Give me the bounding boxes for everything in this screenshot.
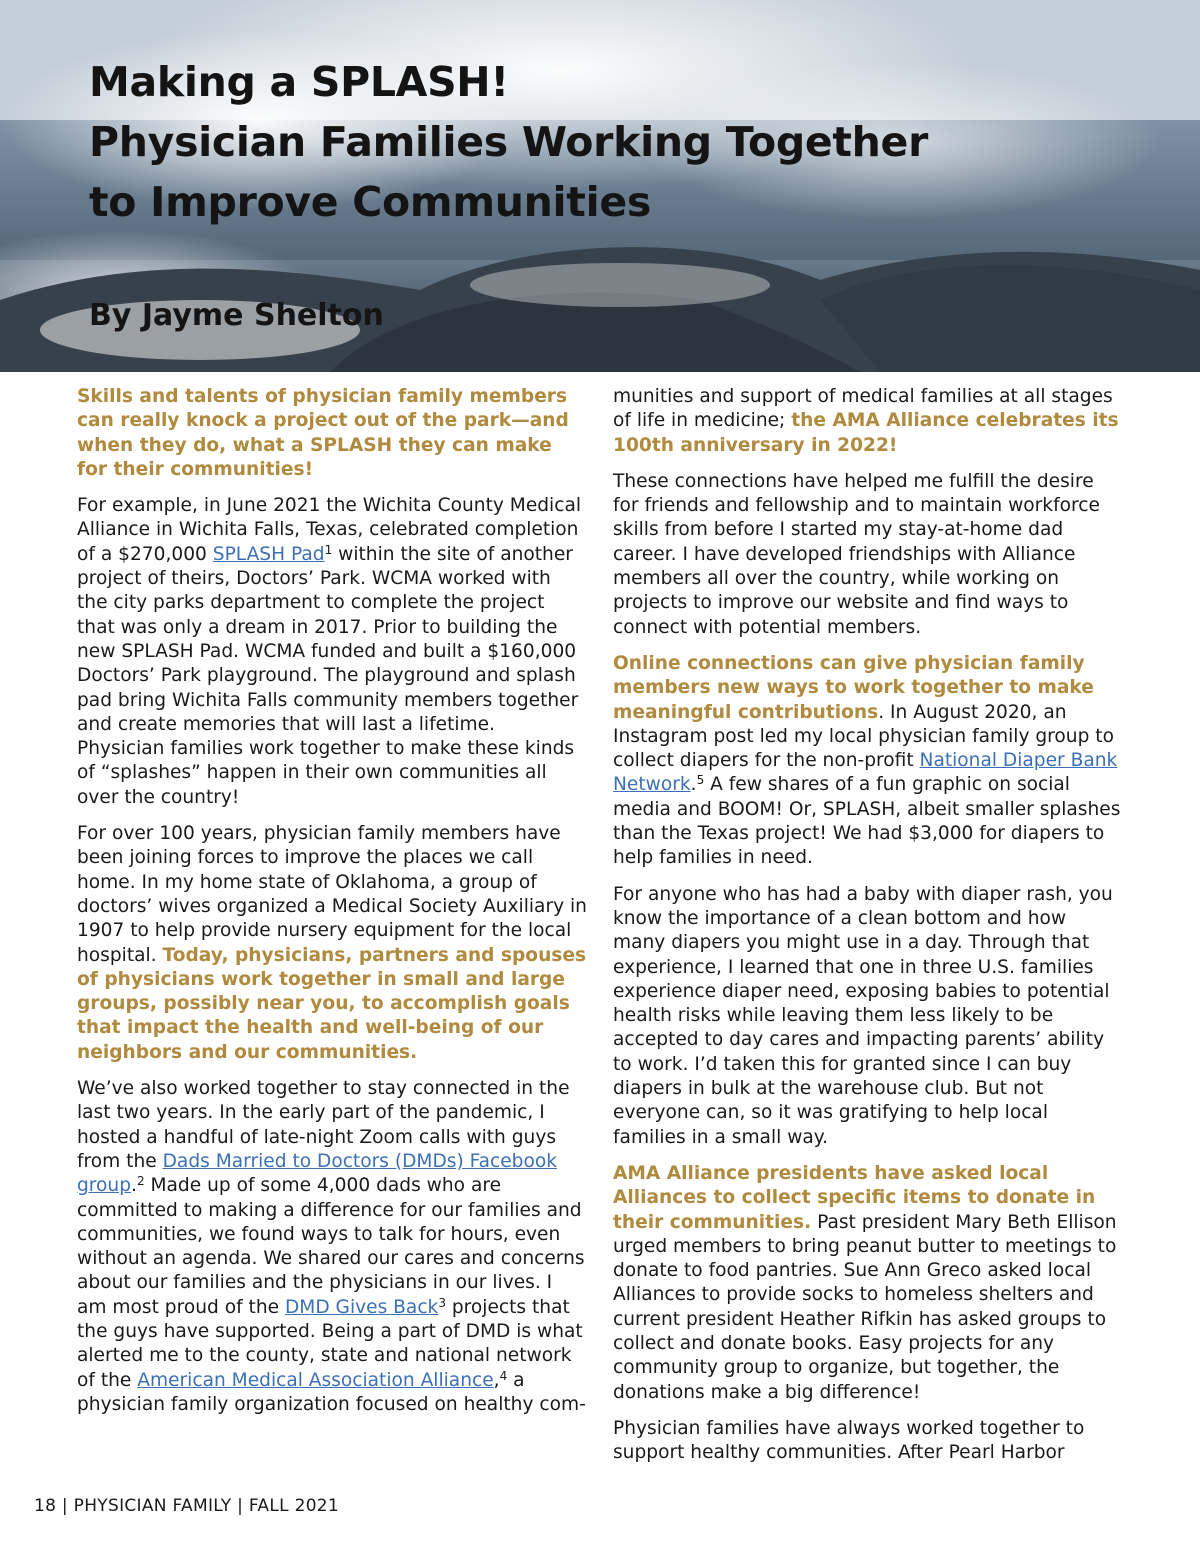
paragraph-dmd: We’ve also worked together to stay connected in the last two years. In the early part of the pandemic, I hosted a handful of late-night Zoom calls with guys from the Dads Married to Doctors (DMDs) Facebook group.$^2$ Made up of some 4,000 dads who are committed to making a difference for our families and communities, we found ways to talk for hours, even without an agenda. We shared our cares and concerns about our families and the physicians in our lives. I am most proud of the DMD Gives Back$^3$ projects that the guys have supported. Being a part of DMD is what alerted me to the county, state and national network of the American Medical Association Alliance,$^4$ a physician family organization focused on healthy com- <box>77 1078 586 1415</box>
footnote-2: 2 <box>136 1174 145 1189</box>
paragraph-pearl-harbor: Physician families have always worked together to support healthy communities. After Pearl Harbor <box>613 1417 1085 1464</box>
page-footer: 18 | PHYSICIAN FAMILY | FALL 2021 <box>34 1496 340 1516</box>
dmd-gives-back-link[interactable]: DMD Gives Back <box>284 1296 439 1318</box>
title-line-3: to Improve Communities <box>89 178 651 226</box>
paragraph-online: Online connections can give physician family members new ways to work together to make meaningful contributions. In August 2020, an Instagram post led my local physician family group to collect diapers for the non-profit National Diaper Bank Network.$^5$ A few shares of a fun graphic on social media and BOOM! Or, SPLASH, albeit smaller splashes than the Texas project! We had $3,000 for diapers to help families in need. <box>613 652 1121 869</box>
paragraph-connections: These connections have helped me fulfill the desire for friends and fellowship and to maintain workforce skills from before I started my stay-at-home dad career. I have developed friendships with Alliance members all over the country, while working on projects to improve our website and find ways to connect with potential members. <box>613 470 1100 638</box>
paragraph-presidents: AMA Alliance presidents have asked local Alliances to collect specific items to donate in their communities. Past president Mary Beth Ellison urged members to bring peanut butter to meetings to donate to food pantries. Sue Ann Greco asked local Alliances to provide socks to homeless shelters and current president Heather Rifkin has asked groups to collect and donate books. Easy projects for any community group to organize, but together, the donations make a big difference! <box>613 1162 1117 1403</box>
title-line-1: Making a SPLASH! <box>89 58 509 106</box>
footnote-4: 4 <box>499 1368 508 1383</box>
left-column <box>77 385 587 1429</box>
paragraph-diaper-need: For anyone who has had a baby with diaper rash, you know the importance of a clean bottom and how many diapers you might use in a day. Through that experience, I learned that one in three U.S. families experience diaper need, exposing babies to potential health risks while leaving them less likely to be accepted to day cares and impacting parents’ ability to work. I’d taken this for granted since I can buy diapers in bulk at the warehouse club. But not everyone can, so it was gratifying to help local families in a small way. <box>613 883 1113 1148</box>
paragraph-history: For over 100 years, physician family members have been joining forces to improve the places we call home. In my home state of Oklahoma, a group of doctors’ wives organized a Medical Society Auxiliary in 1907 to help provide nursery equipment for the local hospital. Today, physicians, partners and spouses of physicians work together in small and large groups, possibly near you, to accomplish goals that impact the health and well-being of our neighbors and our communities. <box>77 823 587 1063</box>
paragraph-splash-pad: For example, in June 2021 the Wichita County Medical Alliance in Wichita Falls, Texas, celebrated completion of a $270,000 SPLASH Pad$^1$ within the site of another project of theirs, Doctors’ Park. WCMA worked with the city parks department to complete the project that was only a dream in 2017. Prior to building the new SPLASH Pad. WCMA funded and built a $160,000 Doctors’ Park playground. The playground and splash pad bring Wichita Falls community members together and create memories that will last a lifetime. Physician families work together to make these kinds of “splashes” happen in their own communities all over the country! <box>77 495 582 808</box>
history-highlight: Today, physicians, partners and spouses of physicians work together in small and large groups, possibly near you, to accomplish goals that impact the health and well-being of our neighbors and our communities. <box>77 944 587 1063</box>
intro-highlight: Skills and talents of physician family members can really knock a project out of the park—and when they do, what a SPLASH they can make for their communities! <box>77 386 569 480</box>
author-byline: By Jayme Shelton <box>89 298 384 333</box>
diaper-bank-link[interactable]: National Diaper Bank Network <box>613 750 1118 796</box>
right-column <box>613 385 1123 1477</box>
article-title <box>89 52 928 232</box>
title-line-2: Physician Families Working Together <box>89 118 928 166</box>
ama-alliance-link[interactable]: American Medical Association Alliance <box>137 1369 494 1391</box>
hero-banner <box>0 0 1200 372</box>
dmd-facebook-link[interactable]: Dads Married to Doctors (DMDs) Facebook group <box>77 1150 557 1197</box>
footnote-5: 5 <box>696 773 705 788</box>
anniversary-highlight: the AMA Alliance celebrates its 100th anniversary in 2022! <box>613 410 1119 456</box>
online-highlight: Online connections can give physician family members new ways to work together to make meaningful contributions <box>613 652 1094 723</box>
presidents-highlight: AMA Alliance presidents have asked local Alliances to collect specific items to donate in their communities. <box>613 1162 1096 1233</box>
footnote-1: 1 <box>324 542 333 557</box>
footnote-3: 3 <box>438 1295 446 1310</box>
paragraph-anniversary: munities and support of medical families at all stages of life in medicine; the AMA Alliance celebrates its 100th anniversary in 2022! <box>613 386 1119 456</box>
splash-pad-link[interactable]: SPLASH Pad <box>212 543 325 565</box>
